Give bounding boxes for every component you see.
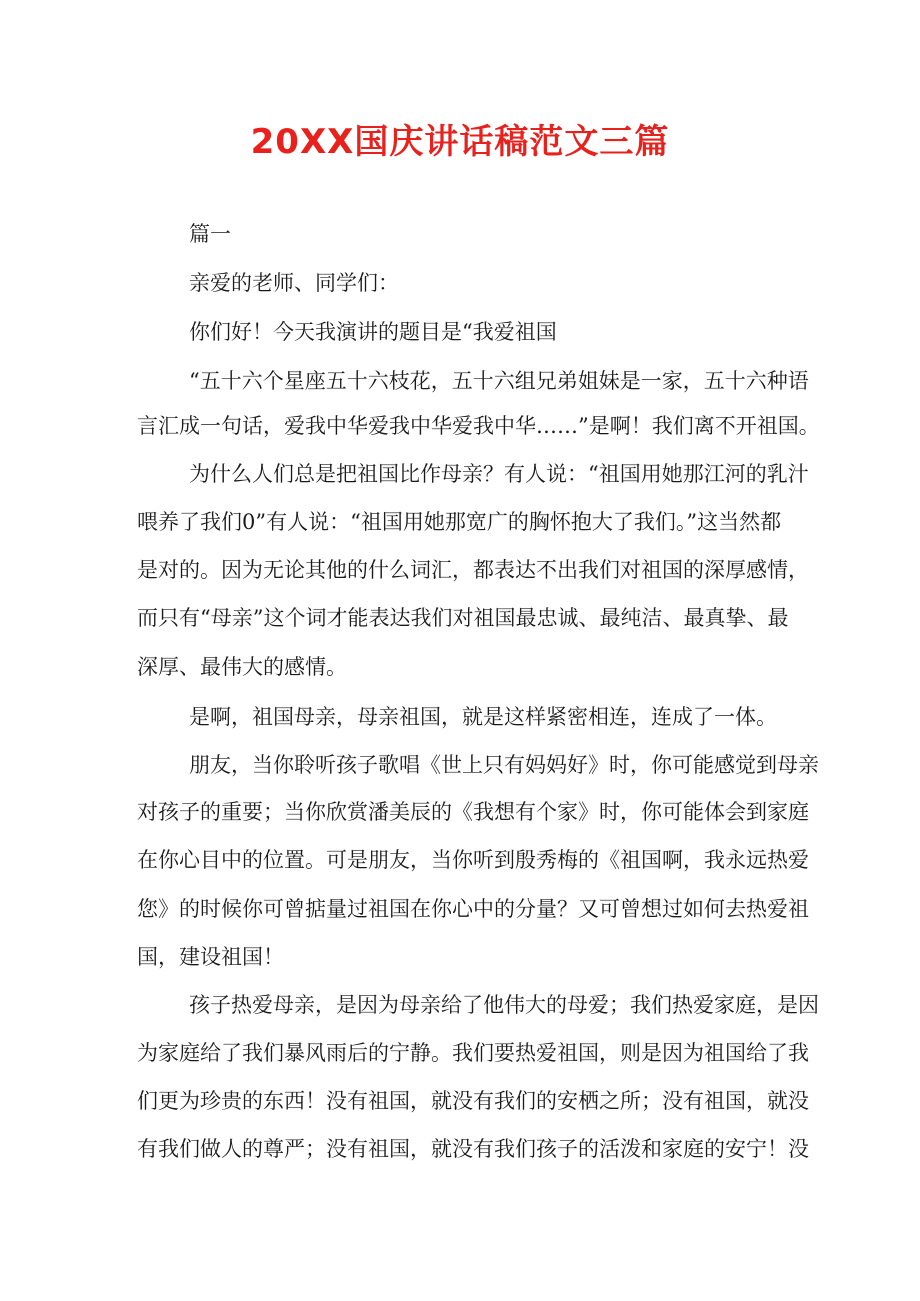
text-line: 是啊，祖国母亲，母亲祖国，就是这样紧密相连，连成了一体。 [189, 705, 777, 729]
text-line: 为什么人们总是把祖国比作母亲？有人说：“祖国用她那江河的乳汁 [189, 462, 809, 486]
text-line: 朋友，当你聆听孩子歌唱《世上只有妈妈好》时，你可能感觉到母亲 [189, 753, 819, 777]
text-line: 在你心目中的位置。可是朋友，当你听到殷秀梅的《祖国啊，我永远热爱 [137, 848, 809, 872]
text-line: 是对的。因为无论其他的什么词汇，都表达不出我们对祖国的深厚感情， [137, 558, 809, 582]
text-line: 您》的时候你可曾掂量过祖国在你心中的分量？又可曾想过如何去热爱祖 [137, 897, 809, 921]
text-line: 而只有“母亲”这个词才能表达我们对祖国最忠诚、最纯洁、最真挚、最 [137, 606, 789, 630]
text-line: “五十六个星座五十六枝花，五十六组兄弟姐妹是一家，五十六种语 [189, 369, 809, 393]
document-title: 20XX国庆讲话稿范文三篇 [250, 122, 670, 162]
text-line: 有我们做人的尊严；没有祖国，就没有我们孩子的活泼和家庭的安宁！没 [137, 1137, 809, 1161]
text-line: 国，建设祖国！ [137, 945, 284, 969]
text-line: 们更为珍贵的东西！没有祖国，就没有我们的安栖之所；没有祖国，就没 [137, 1089, 809, 1113]
text-line: 你们好！今天我演讲的题目是“我爱祖国 [189, 320, 557, 344]
text-line: 深厚、最伟大的感情。 [137, 655, 347, 679]
salutation: 亲爱的老师、同学们： [189, 271, 399, 295]
text-line: 为家庭给了我们暴风雨后的宁静。我们要热爱祖国，则是因为祖国给了我 [137, 1041, 809, 1065]
text-line: 言汇成一句话，爱我中华爱我中华爱我中华……”是啊！我们离不开祖国。 [137, 414, 820, 438]
section-heading: 篇一 [189, 222, 231, 246]
text-line: 喂养了我们0”有人说：“祖国用她那宽广的胸怀抱大了我们。”这当然都 [137, 510, 782, 534]
text-line: 孩子热爱母亲，是因为母亲给了他伟大的母爱；我们热爱家庭，是因 [189, 993, 819, 1017]
text-line: 对孩子的重要；当你欣赏潘美辰的《我想有个家》时，你可能体会到家庭 [137, 800, 809, 824]
